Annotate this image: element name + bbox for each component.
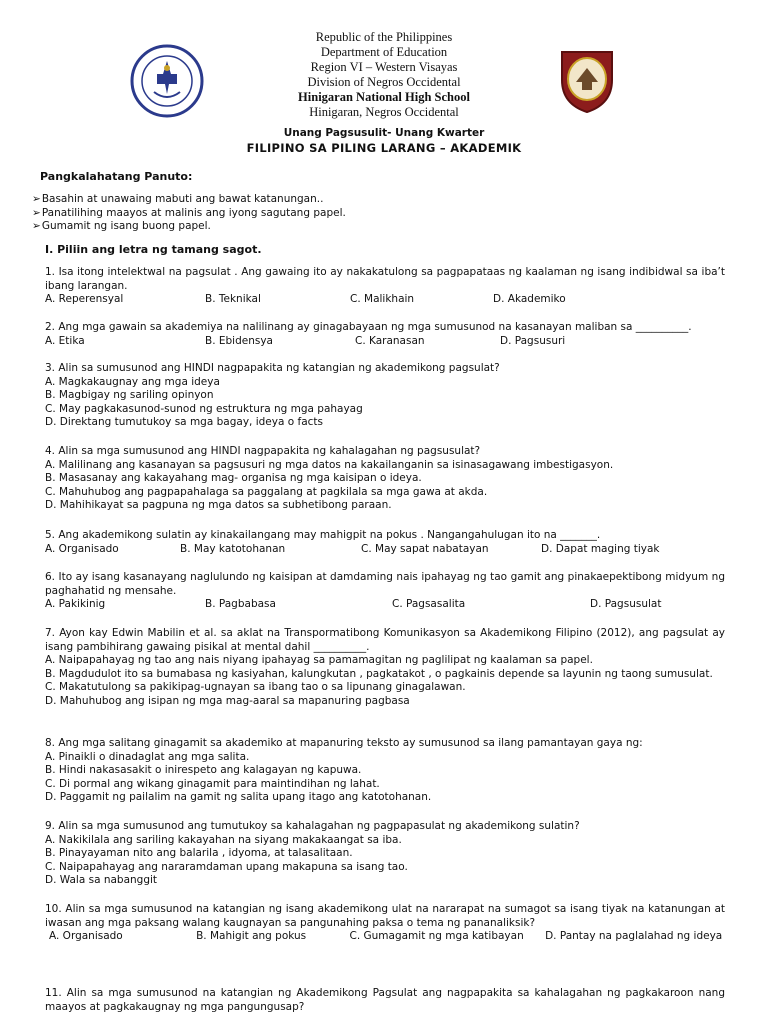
question-stem: 11. Alin sa mga sumusunod na katangian ng Akademikong Pagsulat ang nagpapakita sa kahalagahan ng pagkakaroon nang maayos at pagkakaugnay ng mga pangungusap? [45,987,725,1013]
choices-row [45,335,725,349]
document-header [0,30,768,120]
question-stem: 5. Ang akademikong sulatin ay kinakailangang may mahigpit na pokus . Nangangahulugan ito na _______. [45,529,601,541]
instructions-list [32,193,346,234]
choice-b: B. Pinayayaman nito ang balarila , idyoma, at talasalitaan. [45,847,353,859]
choice-c: C. Karanasan [355,334,425,347]
choice-a: A. Organisado [45,542,119,555]
choice-c: C. Pagsasalita [392,598,466,610]
question-stem: 3. Alin sa sumusunod ang HINDI nagpapakita ng katangian ng akademikong pagsulat? [45,362,500,374]
exam-subtitle: Unang Pagsusulit- Unang Kwarter [283,127,485,139]
header-line-division: Division of Negros Occidental [307,75,461,89]
exam-title: FILIPINO SA PILING LARANG – AKADEMIK [246,141,522,155]
choice-d: D. Mahuhubog ang isipan ng mga mag-aaral sa mapanuring pagbasa [45,694,410,707]
instruction-item: ➢ Panatilihing maayos at malinis ang iyong sagutang papel. [32,207,346,221]
choice-d: D. Pantay na paglalahad ng ideya [545,930,723,942]
question-stem: 10. Alin sa mga sumusunod na katangian ng isang akademikong ulat na nararapat na sumagot sa isang tiyak na katanungan at iwasan ang mga paksang walang kaugnayan sa pangunahing paksa o tema ng pananaliksik? [45,903,725,929]
choice-c: C. Di pormal ang wikang ginagamit para maintindihan ng lahat. [45,777,380,790]
question-9 [45,820,725,888]
choice-d: D. Wala sa nabanggit [45,874,158,886]
choice-d: D. Paggamit ng pailalim na gamit ng salita upang itago ang katotohanan. [45,791,432,803]
question-stem: 6. Ito ay isang kasanayang naglulundo ng kaisipan at damdaming nais ipahayag ng tao gamit ang pinakaepektibong midyum ng paghahatid ng mensahe. [45,571,725,597]
question-stem: 2. Ang mga gawain sa akademiya na nalilinang ay ginagabayaan ng mga sumusunod na kasanayan maliban sa __________. [45,321,692,333]
question-8 [45,737,725,805]
instruction-item: ➢ Basahin at unawaing mabuti ang bawat katanungan.. [32,193,346,207]
choice-a: A. Pinaikli o dinadaglat ang mga salita. [45,750,250,763]
question-6 [45,571,725,612]
choice-b: B. Mahigit ang pokus [196,930,307,942]
choice-a: A. Organisado [49,930,123,942]
deped-seal-icon [130,44,204,118]
choices-row [45,930,725,944]
choices-row [45,293,725,307]
question-stem: 9. Alin sa mga sumusunod ang tumutukoy sa kahalagahan ng pagpapasulat ng akademikong sulatin? [45,820,580,832]
header-line-deped: Department of Education [320,45,448,59]
choice-b: B. Hindi nakasasakit o inirespeto ang kalagayan ng kapuwa. [45,764,362,776]
question-1 [45,266,725,307]
choice-a: A. Nakikilala ang sariling kakayahan na siyang makakaangat sa iba. [45,833,402,846]
choices-row [45,543,725,557]
school-address: Hinigaran, Negros Occidental [309,105,459,119]
choice-a: A. Pakikinig [45,598,106,610]
question-2 [45,321,725,349]
choice-c: C. Malikhain [350,293,415,305]
choice-c: C. Mahuhubog ang pagpapahalaga sa paggalang at pagkilala sa mga gawa at akda. [45,485,488,498]
choice-b: B. Magdudulot ito sa bumabasa ng kasiyahan, kalungkutan , pagkatakot , o pagkainis depende sa layunin ng taong sumusulat. [45,667,713,680]
question-7 [45,627,725,708]
choice-a: A. Reperensyal [45,293,124,305]
choice-c: C. May pagkakasunod-sunod ng estruktura ng mga pahayag [45,402,363,415]
question-stem: 8. Ang mga salitang ginagamit sa akademiko at mapanuring teksto ay sumusunod sa ilang pamantayan gaya ng: [45,737,643,749]
choice-b: B. Teknikal [205,293,261,305]
school-name: Hinigaran National High School [298,90,470,104]
choice-b: B. May katotohanan [180,542,286,555]
choice-c: C. Naipapahayag ang nararamdaman upang makapuna sa isang tao. [45,860,408,873]
choice-c: C. May sapat nabatayan [361,542,489,555]
question-4 [45,445,725,513]
choice-d: D. Mahihikayat sa pagpuna ng mga datos sa subhetibong paraan. [45,499,392,511]
choice-b: B. Masasanay ang kakayahang mag- organisa ng mga kaisipan o ideya. [45,472,422,484]
question-11 [45,987,725,1014]
question-stem: 4. Alin sa mga sumusunod ang HINDI nagpapakita ng kahalagahan ng pagsusulat? [45,445,481,457]
choice-a: A. Malilinang ang kasanayan sa pagsusuri ng mga datos na kakailanganin sa isinasagawang imbestigasyon. [45,458,614,471]
instructions-heading: Pangkalahatang Panuto: [40,170,193,183]
choice-b: B. Pagbabasa [205,598,276,610]
choice-d: D. Akademiko [493,293,566,305]
section-title: I. Piliin ang letra ng tamang sagot. [45,243,262,256]
choice-d: D. Dapat maging tiyak [541,542,660,555]
choice-a: A. Naipapahayag ng tao ang nais niyang ipahayag sa pamamagitan ng paglilipat ng kaalaman sa papel. [45,654,593,666]
choice-b: B. Ebidensya [205,334,273,347]
instruction-item: ➢ Gumamit ng isang buong papel. [32,220,346,234]
choice-b: B. Magbigay ng sariling opinyon [45,389,214,401]
choices-row [45,598,725,612]
choice-d: D. Pagsusulat [590,598,662,610]
question-10 [45,903,725,944]
choice-d: D. Pagsusuri [500,334,566,347]
question-stem: 1. Isa itong intelektwal na pagsulat . Ang gawaing ito ay nakakatulong sa pagpapataas ng kaalaman ng isang indibidwal sa iba’t ibang larangan. [45,266,725,292]
question-stem: 7. Ayon kay Edwin Mabilin et al. sa aklat na Transpormatibong Komunikasyon sa Akademikong Filipino (2012), ang pagsulat ay isang pambihirang gawaing pisikal at mental dahil __________. [45,627,725,653]
choice-a: A. Etika [45,334,85,347]
question-5 [45,529,725,557]
header-line-republic: Republic of the Philippines [315,30,453,44]
choice-c: C. Gumagamit ng mga katibayan [349,930,524,942]
choice-c: C. Makatutulong sa pakikipag-ugnayan sa ibang tao o sa lipunang ginagalawan. [45,681,466,693]
choice-a: A. Magkakaugnay ang mga ideya [45,375,220,388]
school-crest-icon [556,46,618,116]
choice-d: D. Direktang tumutukoy sa mga bagay, ideya o facts [45,416,323,428]
header-line-region: Region VI – Western Visayas [310,60,458,74]
question-3 [45,362,725,430]
